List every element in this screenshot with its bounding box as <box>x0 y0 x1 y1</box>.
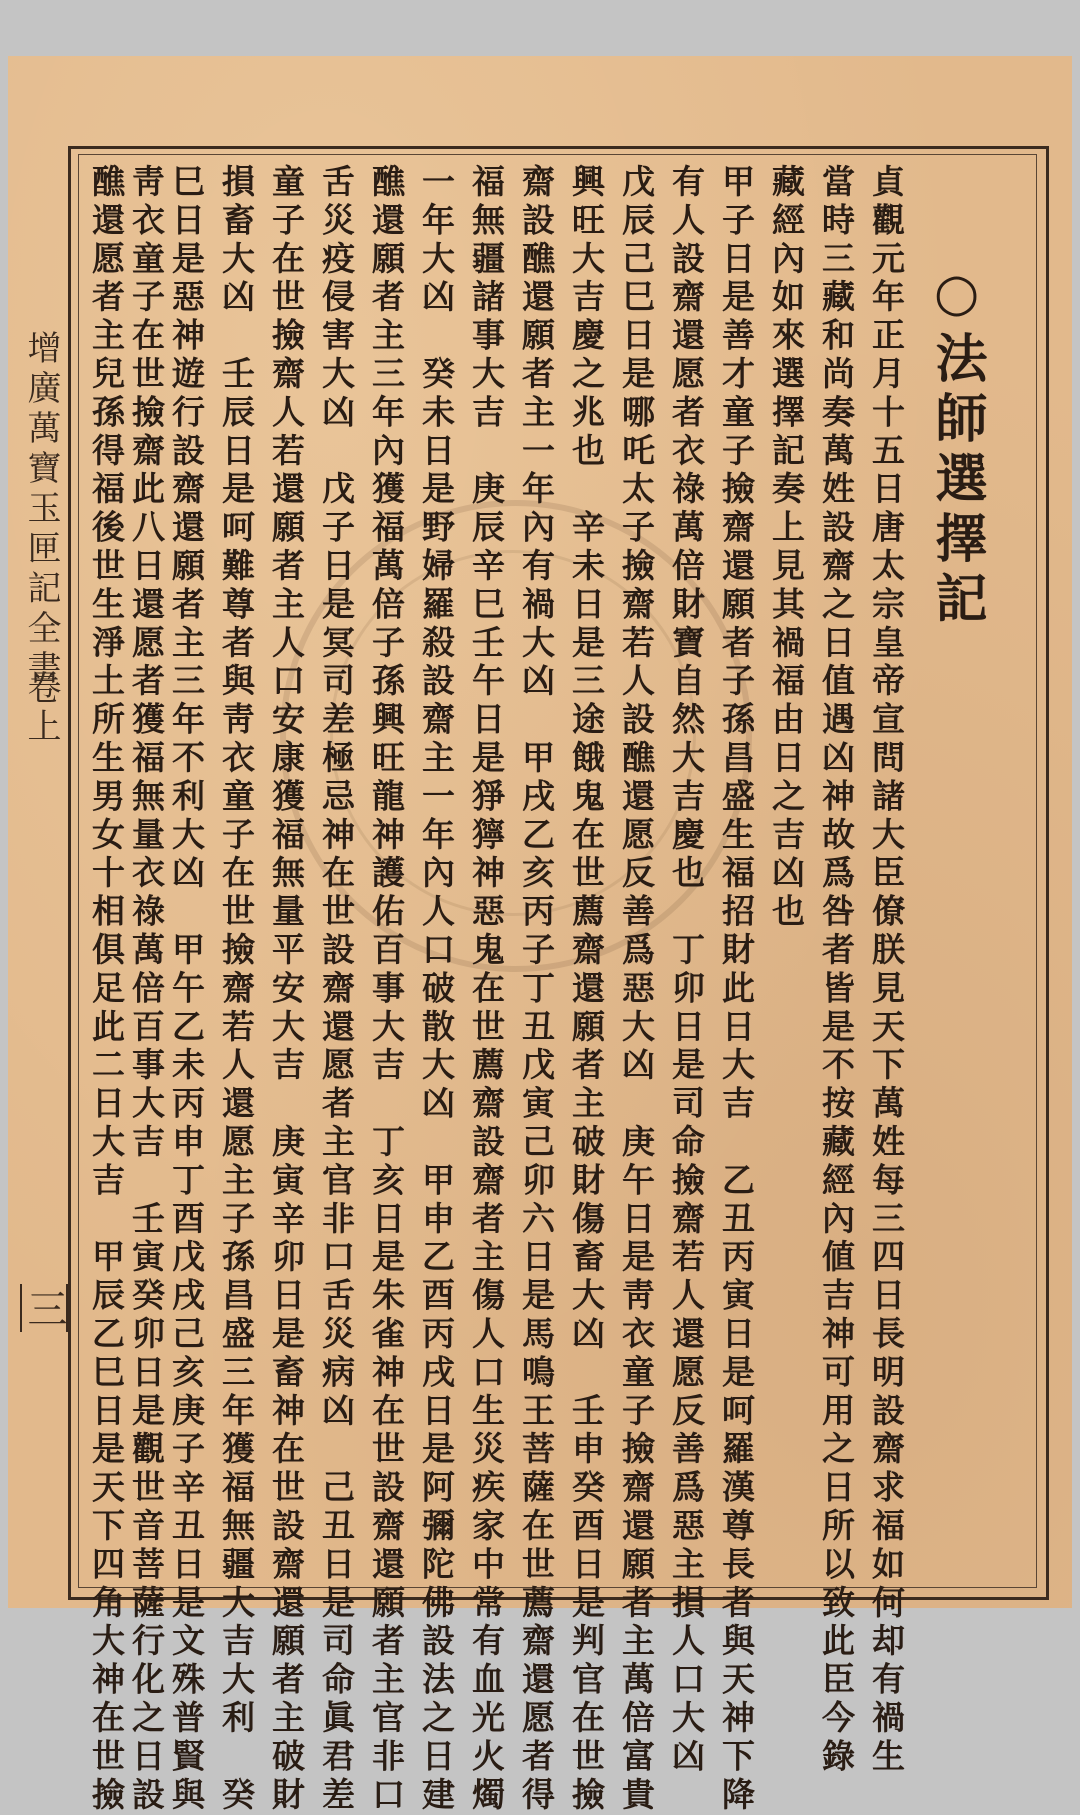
text-column-17: 醮還愿者主兒孫得福後世生淨土所生男女十相俱足此二日大吉 甲辰乙巳日是天下四角大神在世撿 <box>87 164 126 1815</box>
text-column-4: 甲子日是善才童子撿齋還願者子孫昌盛生福招財此日大吉 乙丑丙寅日是呵羅漢尊長者與天神下降 <box>717 164 756 1815</box>
text-column-15: 巳日是惡神遊行設齋還願者主三年不利大凶 甲午乙未丙申丁酉戊戌己亥庚子辛丑日是文殊普賢與 <box>167 164 206 1815</box>
text-column-9: 福無疆諸事大吉 庚辰辛巳壬午日是猙獰神惡鬼在世薦齋設齋者主傷人口生災疾家中常有血光火燭 <box>467 164 506 1815</box>
text-column-14: 損畜大凶 壬辰日是呵難尊者與靑衣童子在世撿齋若人還愿主子孫昌盛三年獲福無疆大吉大利 癸 <box>217 164 256 1815</box>
text-column-6: 戊辰己巳日是哪吒太子撿齋若人設醮還愿反善爲惡大凶 庚午日是靑衣童子撿齋還願者主萬倍富貴 <box>617 164 656 1815</box>
text-column-2: 當時三藏和尚奏萬姓設齋之日值遇凶神故爲咎者皆是不按藏經內値吉神可用之日所以致此臣今錄 <box>817 164 856 1777</box>
text-column-8: 齋設醮還願者主一年內有禍大凶 甲戌乙亥丙子丁丑戊寅己卯六日是馬鳴王菩薩在世薦齋還愿者得 <box>517 164 556 1815</box>
section-heading: ○法師選擇記 <box>926 262 987 631</box>
text-column-5: 有人設齋還愿者衣祿萬倍財寶自然大吉慶也 丁卯日是司命撿齋若人還愿反善爲惡主損人口大凶 <box>667 164 706 1777</box>
margin-book-title: 增廣萬寶玉匣記全書 <box>21 330 61 690</box>
text-column-16: 靑衣童子在世撿齋此八日還愿者獲福無量衣祿萬倍百事大吉 壬寅癸卯日是觀世音菩薩行化之日設 <box>127 164 166 1815</box>
text-column-12: 舌災疫侵害大凶 戊子日是冥司差極忌神在世設齋還愿者主官非口舌災病凶 己丑日是司命眞君差 <box>317 164 356 1815</box>
text-column-3: 藏經內如來選擇記奏上見其禍福由日之吉凶也 <box>767 164 806 932</box>
text-column-1: 貞觀元年正月十五日唐太宗皇帝宣問諸大臣僚朕見天下萬姓每三四日長明設齋求福如何却有禍生 <box>867 164 906 1777</box>
margin-volume: 卷上 <box>21 670 61 746</box>
text-column-11: 醮還願者主三年內獲福萬倍子孫興旺龍神護佑百事大吉 丁亥日是朱雀神在世設齋還願者主官非口 <box>367 164 406 1815</box>
text-column-13: 童子在世撿齋人若還願者主人口安康獲福無量平安大吉 庚寅辛卯日是畜神在世設齋還願者主破財 <box>267 164 306 1815</box>
text-column-10: 一年大凶 癸未日是野婦羅殺設齋主一年內人口破散大凶 甲申乙酉丙戌日是阿彌陀佛設法之日建 <box>417 164 456 1815</box>
margin-page-number: 三 <box>20 1284 68 1332</box>
text-column-7: 興旺大吉慶之兆也 辛未日是三途餓鬼在世薦齋還願者主破財傷畜大凶 壬申癸酉日是判官在世撿 <box>567 164 606 1815</box>
